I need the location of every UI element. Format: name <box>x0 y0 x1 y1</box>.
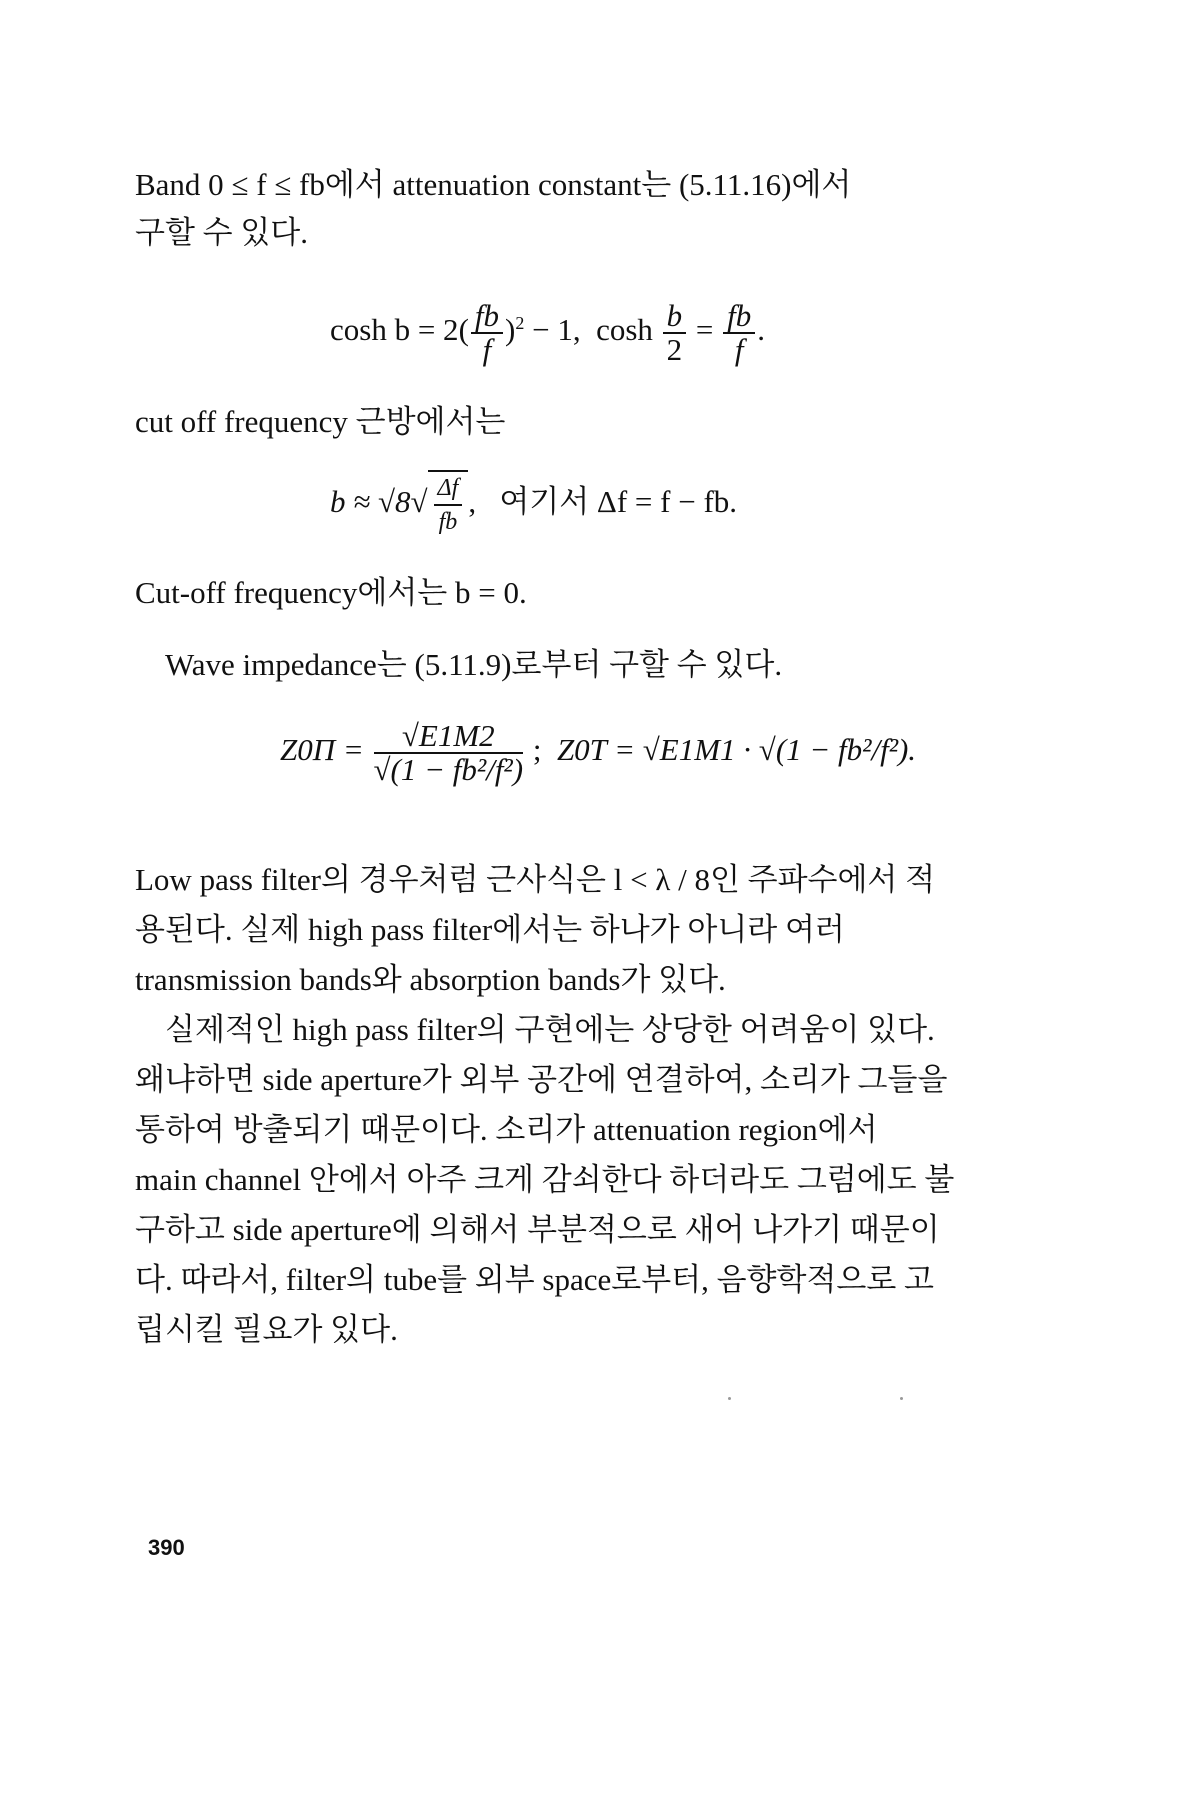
para2: cut off frequency 근방에서는 <box>135 404 506 439</box>
para1-line1: Band 0 ≤ f ≤ fb에서 attenuation constant는 (5.11.16)에서 <box>135 167 852 202</box>
eq1-power: 2 <box>515 312 525 333</box>
para6-line6: 다. 따라서, filter의 tube를 외부 space로부터, 음향학적으로 고 <box>135 1262 934 1297</box>
eq3-num1: √E1M2 <box>374 720 524 754</box>
eq1-frac-num: fb <box>471 300 503 334</box>
eq3-lhs1: Z0Π = <box>280 732 364 768</box>
eq2-note: 여기서 Δf = f − fb. <box>499 484 738 520</box>
para4: Wave impedance는 (5.11.9)로부터 구할 수 있다. <box>165 647 783 682</box>
eq3-den1: √(1 − fb²/f²) <box>373 752 524 787</box>
eq1-frac2-num: b <box>663 300 687 334</box>
eq1-eqsign: = <box>695 312 714 348</box>
equation-approx: b ≈ √8√ $\frac{\Delta f}{fb}$ , 여기서 Δf = f − fb. <box>330 470 737 538</box>
eq1-frac3-den: f <box>734 332 744 367</box>
scan-speck <box>728 1397 731 1400</box>
eq1-lhs1: cosh b = 2 <box>330 312 459 348</box>
para6-line1: 실제적인 high pass filter의 구현에는 상당한 어려움이 있다. <box>165 1012 935 1047</box>
scan-speck <box>900 1397 903 1400</box>
para1-line2: 구할 수 있다. <box>135 215 308 250</box>
para3: Cut-off frequency에서는 b = 0. <box>135 575 527 610</box>
para5-line3: transmission bands와 absorption bands가 있다. <box>135 962 726 997</box>
page-number: 390 <box>148 1535 185 1560</box>
eq2-rad-den: fb <box>438 509 458 535</box>
equation-impedance <box>280 720 916 786</box>
para5-line1: Low pass filter의 경우처럼 근사식은 l < λ / 8인 주파수에서 적 <box>135 862 936 897</box>
para6-line4: main channel 안에서 아주 크게 감쇠한다 하더라도 그럼에도 불 <box>135 1162 955 1197</box>
eq1-tail: − 1, <box>532 312 581 348</box>
eq1-lhs2: cosh <box>596 312 653 348</box>
eq3-lhs2: Z0T = √E1M1 · √(1 − fb²/f²). <box>556 732 917 768</box>
eq3-sep: ; <box>532 732 542 768</box>
para5-line2: 용된다. 실제 high pass filter에서는 하나가 아니라 여러 <box>135 912 845 947</box>
equation-cosh: cosh b = 2( $\frac{fb}{f}$ )$^2$ − 1, cosh $\frac{b}{2}$ = $\frac{fb}{f}$ . <box>330 298 766 367</box>
para6-line5: 구하고 side aperture에 의해서 부분적으로 새어 나가기 때문이 <box>135 1212 940 1247</box>
eq1-frac2-den: 2 <box>666 332 683 367</box>
para6-line7: 립시킬 필요가 있다. <box>135 1312 398 1347</box>
eq1-frac-den: f <box>482 332 492 367</box>
para6-line2: 왜냐하면 side aperture가 외부 공간에 연결하여, 소리가 그들을 <box>135 1062 948 1097</box>
para6-line3: 통하여 방출되기 때문이다. 소리가 attenuation region에서 <box>135 1112 878 1147</box>
eq1-frac3-num: fb <box>723 300 755 334</box>
eq2-rad-num: Δf <box>434 472 463 506</box>
eq2-lhs: b ≈ √8 <box>330 484 411 520</box>
